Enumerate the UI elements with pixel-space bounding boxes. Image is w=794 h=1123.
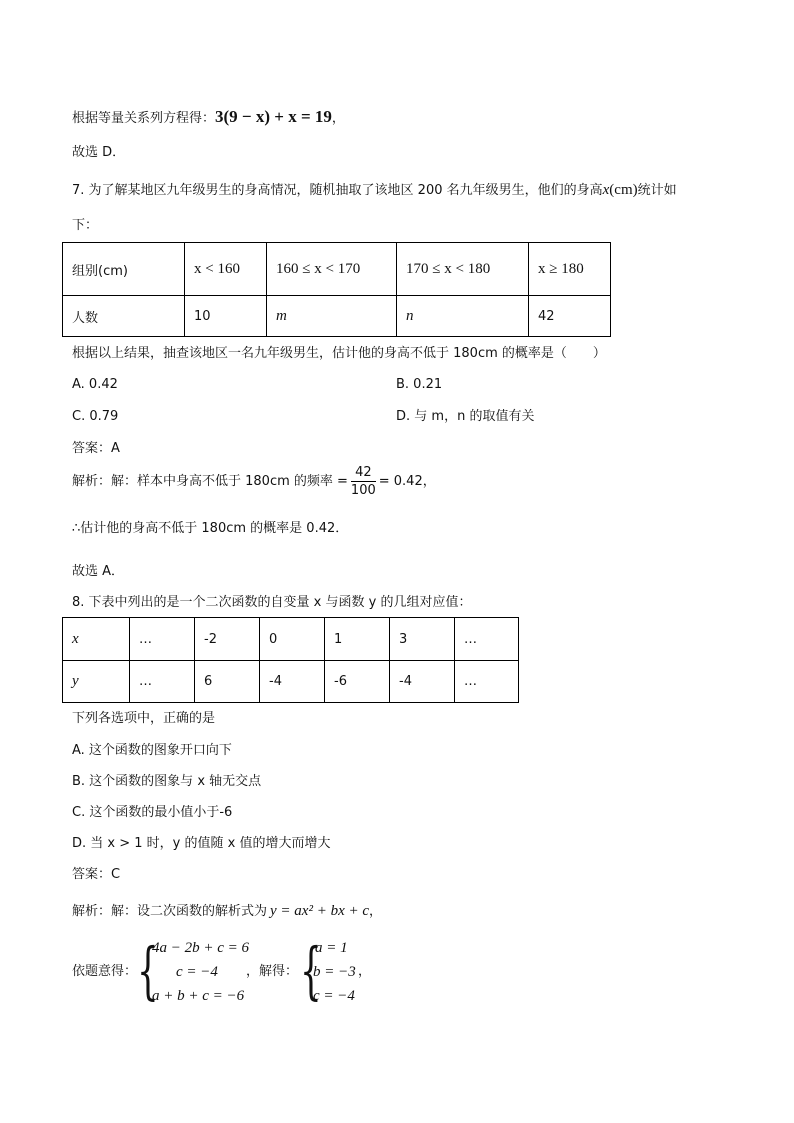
q7-therefore: ∴估计他的身高不低于 180cm 的概率是 0.42． (72, 521, 349, 536)
fraction-denominator: 100 (350, 483, 376, 498)
equation-formula: 3(9 − x) + x = 19 (215, 107, 332, 126)
solution-b: b = −3 (313, 964, 356, 980)
system-eq-2: c = −4 (176, 964, 218, 980)
q8-option-a: A. 这个函数的图象开口向下 (72, 743, 232, 758)
q7-stem (72, 181, 677, 200)
q7-stem-tail: 统计如 (637, 183, 677, 198)
q7-answer: 答案：A (72, 441, 120, 456)
q7-option-a: A. 0.42 (72, 377, 118, 392)
system-eq-3: a + b + c = −6 (152, 988, 245, 1004)
fraction-numerator: 42 (351, 464, 376, 482)
table-cell: n (397, 296, 529, 337)
q7-option-c: C. 0.79 (72, 409, 119, 424)
q7-option-d: D. 与 m，n 的取值有关 (396, 409, 535, 424)
q7-prompt: 根据以上结果，抽查该地区一名九年级男生，估计他的身高不低于 180cm 的概率是（ ） (72, 346, 606, 361)
q8-solve-tail: ， (358, 964, 372, 979)
equation-intro: 根据等量关系列方程得： (72, 111, 216, 126)
q8-stem: 8. 下表中列出的是一个二次函数的自变量 x 与函数 y 的几组对应值： (72, 595, 472, 610)
q7-unit: (cm) (609, 182, 638, 198)
q8-analysis (72, 902, 382, 921)
table-cell: 10 (185, 296, 267, 337)
table-cell: x (63, 618, 130, 661)
table-cell: 170 ≤ x < 180 (397, 243, 529, 296)
q8-answer: 答案：C (72, 867, 121, 882)
q7-choose: 故选 A． (72, 564, 125, 579)
table-cell: 160 ≤ x < 170 (267, 243, 397, 296)
table-cell: x < 160 (185, 243, 267, 296)
q7-analysis (72, 462, 436, 502)
q8-analysis-text: 解析：解：设二次函数的解析式为 (72, 904, 268, 919)
table-cell: m (267, 296, 397, 337)
table-cell: 1 (325, 618, 390, 661)
solution-a: a = 1 (315, 940, 348, 956)
fraction (351, 464, 376, 499)
q7-stem-text: 7. 为了解某地区九年级男生的身高情况，随机抽取了该地区 200 名九年级男生，他们的身高 (72, 183, 603, 198)
table-cell: -4 (390, 661, 455, 703)
q7-option-b: B. 0.21 (396, 377, 443, 392)
table-cell: 6 (195, 661, 260, 703)
table-cell: … (455, 618, 519, 661)
table-row (63, 296, 611, 337)
table-row (63, 243, 611, 296)
solution-c: c = −4 (313, 988, 355, 1004)
table-cell: 0 (260, 618, 325, 661)
table-cell: … (455, 661, 519, 703)
table-row (63, 661, 519, 703)
q8-table (62, 617, 519, 703)
q8-analysis-tail: ， (369, 904, 383, 919)
equation-tail: ， (331, 111, 345, 126)
table-cell: 人数 (63, 296, 185, 337)
table-row (63, 618, 519, 661)
q7-table (62, 242, 611, 337)
q6-choose: 故选 D． (72, 145, 126, 160)
q8-solve-intro: 依题意得： (72, 964, 138, 979)
q8-solve-mid: ，解得： (246, 964, 299, 979)
table-cell: y (63, 661, 130, 703)
q7-var: x (602, 182, 610, 198)
table-cell: 3 (390, 618, 455, 661)
table-cell: … (130, 618, 195, 661)
table-cell: 42 (529, 296, 611, 337)
left-brace-icon: { (137, 934, 159, 1007)
q8-option-d: D. 当 x > 1 时，y 的值随 x 值的增大而增大 (72, 836, 331, 851)
table-cell: 组别(cm) (63, 243, 185, 296)
left-brace-icon: { (300, 934, 322, 1007)
system-eq-1: 4a − 2b + c = 6 (152, 940, 250, 956)
q8-option-c: C. 这个函数的最小值小于-6 (72, 805, 233, 820)
q8-prompt: 下列各选项中，正确的是 (72, 711, 216, 726)
q7-stem-line2: 下： (72, 218, 99, 233)
table-cell: … (130, 661, 195, 703)
table-cell: -2 (195, 618, 260, 661)
q7-analysis-text: 解析：解：样本中身高不低于 180cm 的频率 = (72, 474, 348, 489)
q8-analysis-formula: y = ax² + bx + c (270, 903, 370, 919)
q7-analysis-result: = 0.42， (378, 474, 436, 489)
table-cell: x ≥ 180 (529, 243, 611, 296)
equation-line (72, 108, 345, 128)
table-cell: -6 (325, 661, 390, 703)
q8-option-b: B. 这个函数的图象与 x 轴无交点 (72, 774, 262, 789)
table-cell: -4 (260, 661, 325, 703)
